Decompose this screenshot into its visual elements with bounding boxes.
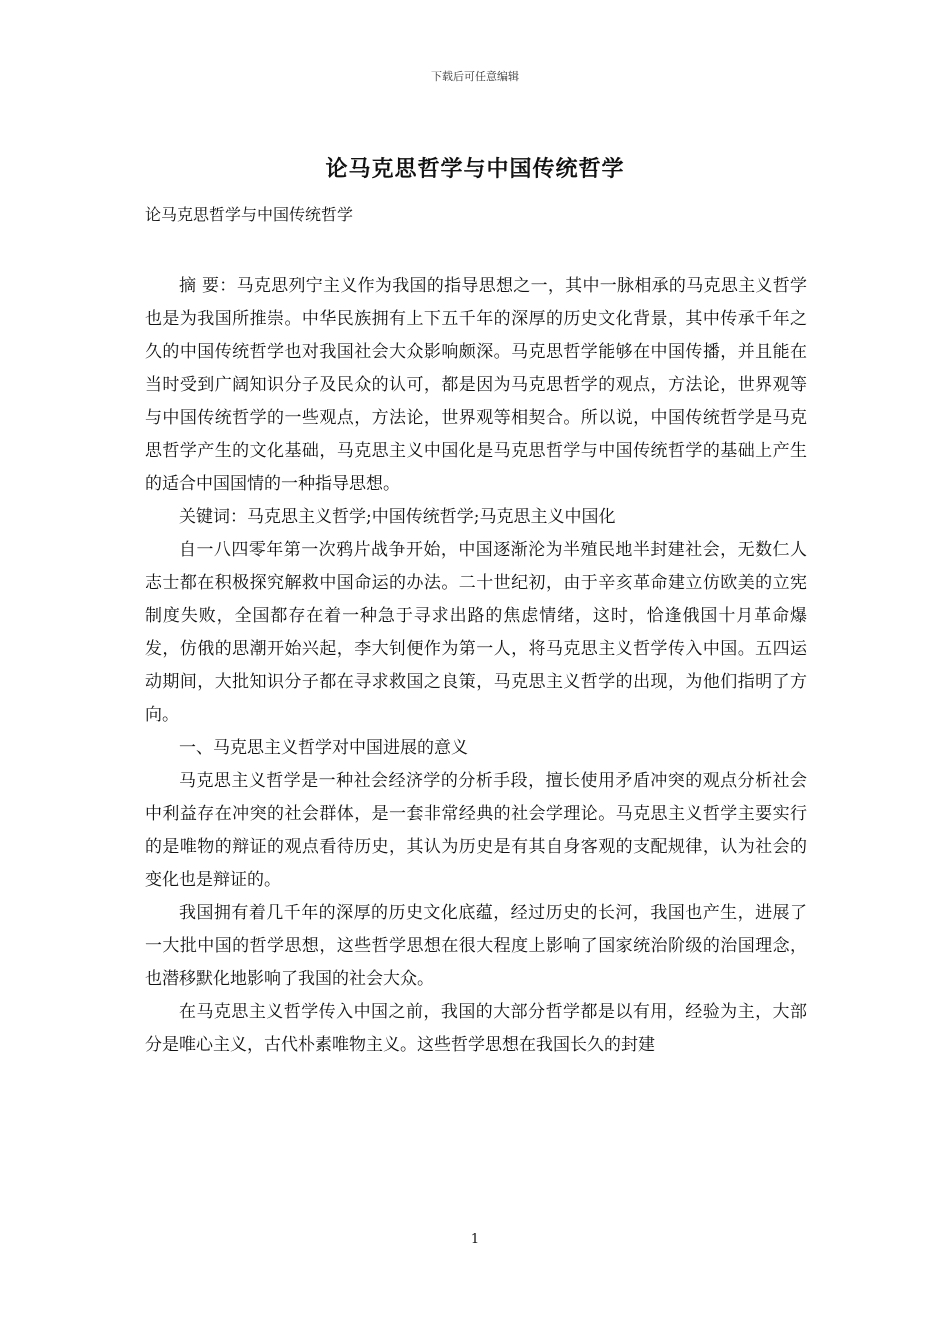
keywords-paragraph: 关键词：马克思主义哲学;中国传统哲学;马克思主义中国化: [179, 507, 616, 527]
document-subtitle: 论马克思哲学与中国传统哲学: [145, 205, 354, 224]
document-body: [145, 270, 807, 1062]
body-paragraph: 马克思主义哲学是一种社会经济学的分析手段，擅长使用矛盾冲突的观点分析社会中利益存在冲突的社会群体，是一套非常经典的社会学理论。马克思主义哲学主要实行的是唯物的辩证的观点看待历史，其认为历史是有其自身客观的支配规律，认为社会的变化也是辩证的。: [145, 771, 807, 890]
header-note: 下载后可任意编辑: [431, 70, 519, 83]
page-number: 1: [470, 1232, 480, 1247]
document-title: 论马克思哲学与中国传统哲学: [325, 156, 625, 182]
section-heading: 一、马克思主义哲学对中国进展的意义: [179, 738, 468, 758]
abstract-paragraph: 摘 要：马克思列宁主义作为我国的指导思想之一，其中一脉相承的马克思主义哲学也是为我国所推崇。中华民族拥有上下五千年的深厚的历史文化背景，其中传承千年之久的中国传统哲学也对我国社会大众影响颇深。马克思哲学能够在中国传播，并且能在当时受到广阔知识分子及民众的认可，都是因为马克思哲学的观点，方法论，世界观等与中国传统哲学的一些观点，方法论，世界观等相契合。所以说，中国传统哲学是马克思哲学产生的文化基础，马克思主义中国化是马克思哲学与中国传统哲学的基础上产生的适合中国国情的一种指导思想。: [145, 276, 807, 494]
body-paragraph: 自一八四零年第一次鸦片战争开始，中国逐渐沦为半殖民地半封建社会，无数仁人志士都在积极探究解救中国命运的办法。二十世纪初，由于辛亥革命建立仿欧美的立宪制度失败，全国都存在着一种急于寻求出路的焦虑情绪，这时，恰逢俄国十月革命爆发，仿俄的思潮开始兴起，李大钊便作为第一人，将马克思主义哲学传入中国。五四运动期间，大批知识分子都在寻求救国之良策，马克思主义哲学的出现，为他们指明了方向。: [145, 540, 807, 725]
body-paragraph: 在马克思主义哲学传入中国之前，我国的大部分哲学都是以有用，经验为主，大部分是唯心主义，古代朴素唯物主义。这些哲学思想在我国长久的封建: [145, 1002, 807, 1055]
body-paragraph: 我国拥有着几千年的深厚的历史文化底蕴，经过历史的长河，我国也产生，进展了一大批中国的哲学思想，这些哲学思想在很大程度上影响了国家统治阶级的治国理念，也潜移默化地影响了我国的社会大众。: [145, 903, 807, 989]
